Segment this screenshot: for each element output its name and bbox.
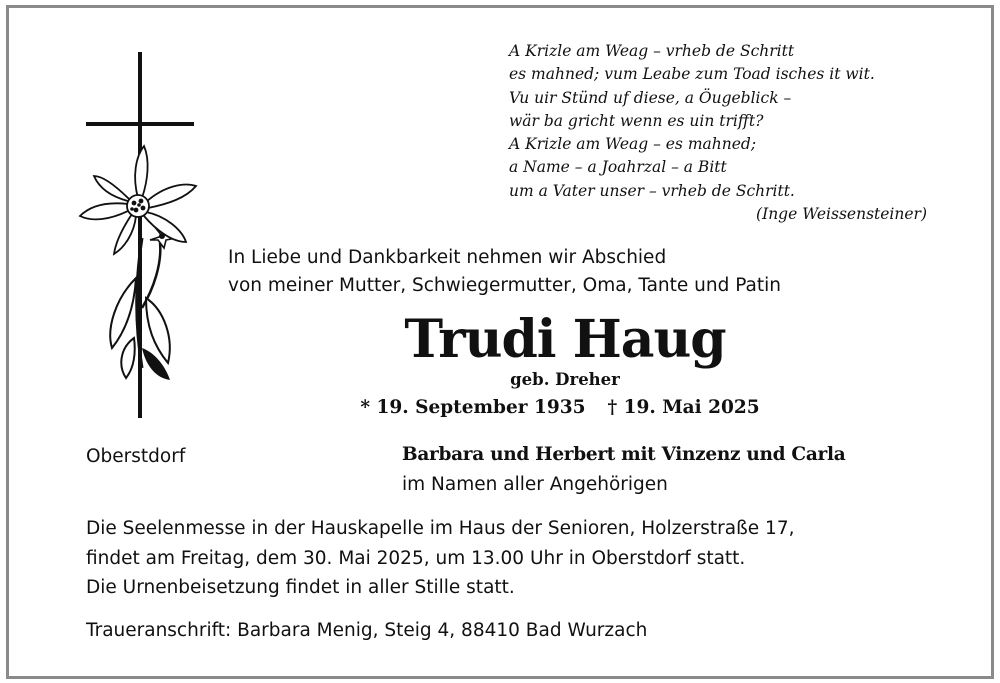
deceased-name: Trudi Haug [404, 309, 726, 370]
poem-line: Vu uir Stünd uf diese, a Öugeblick – [509, 88, 792, 107]
poem-line: um a Vater unser – vrheb de Schritt. [509, 181, 795, 200]
place-name: Oberstdorf [86, 446, 186, 467]
poem-line: a Name – a Joahrzal – a Bitt [509, 158, 727, 177]
poem-line: A Krizle am Weag – vrheb de Schritt [509, 42, 795, 60]
service-line: Die Urnenbeisetzung findet in aller Stille statt. [86, 577, 515, 598]
mourner-note: im Namen aller Angehörigen [402, 474, 668, 495]
intro-line: von meiner Mutter, Schwiegermutter, Oma, Tante und Patin [228, 275, 782, 296]
poem-author: (Inge Weissensteiner) [756, 205, 927, 224]
cross-with-edelweiss-icon [76, 48, 206, 420]
birth-date: * 19. September 1935 [360, 397, 586, 418]
intro-text [228, 244, 781, 300]
service-line: Die Seelenmesse in der Hauskapelle im Haus der Senioren, Holzerstraße 17, [86, 518, 795, 539]
mourner-names: Barbara und Herbert mit Vinzenz und Carla [402, 444, 846, 465]
service-info [86, 514, 794, 603]
life-dates [320, 397, 800, 418]
service-line: findet am Freitag, dem 30. Mai 2025, um 13.00 Uhr in Oberstdorf statt. [86, 547, 746, 569]
poem [509, 40, 929, 226]
death-date: † 19. Mai 2025 [607, 397, 760, 418]
maiden-name: geb. Dreher [510, 370, 620, 389]
mourning-address: Traueranschrift: Barbara Menig, Steig 4, 88410 Bad Wurzach [86, 620, 648, 641]
intro-line: In Liebe und Dankbarkeit nehmen wir Abschied [228, 247, 667, 268]
poem-line: es mahned; vum Leabe zum Toad isches it wit. [509, 65, 875, 84]
poem-line: A Krizle am Weag – es mahned; [509, 135, 757, 154]
poem-line: wär ba gricht wenn es uin trifft? [509, 111, 764, 130]
